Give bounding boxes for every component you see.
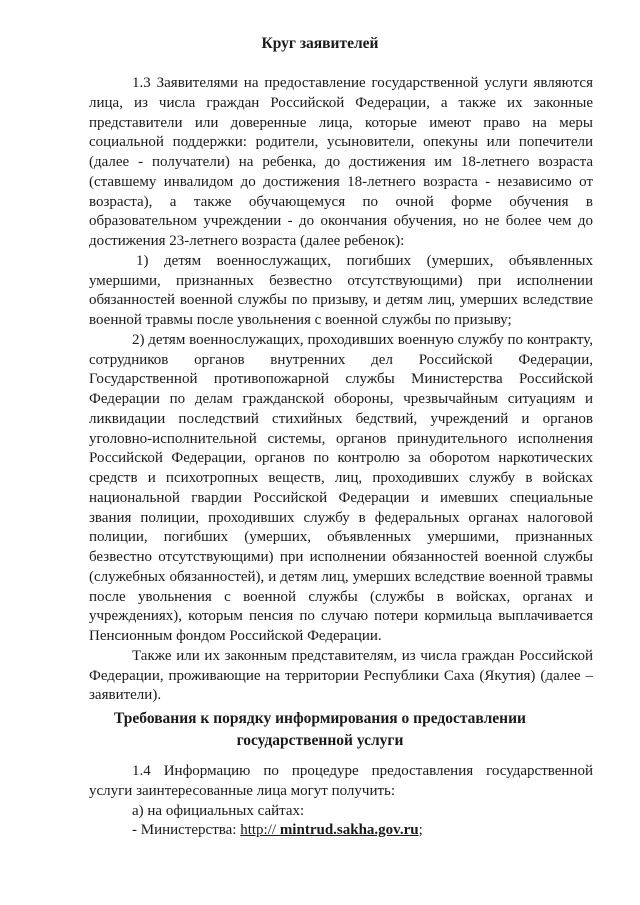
paragraph-1-3: 1.3 Заявителями на предоставление государственной услуги являются лица, из числа граждан Российской Федерации, а также их законные представители или доверенные лица, которые имеют право на меры социальной поддержки: родители, усыновители, опекуны или попечители (далее - получатели) на ребенка, до достижения им 18-летнего возраста (ставшему инвалидом до достижения 18-летнего возраста - независимо от возраста), а также обучающемуся по очной форме обучения в образовательном учреждении - до окончания обучения, но не более чем до достижения 23-летнего возраста (далее ребенок):	[89, 75, 593, 249]
ministry-suffix: ;	[418, 822, 423, 839]
ministry-prefix: - Министерства:	[132, 822, 241, 839]
section-body-informing	[89, 762, 593, 841]
ministry-website-link[interactable]	[240, 822, 418, 838]
link-protocol: http://	[240, 822, 277, 839]
heading-line-1: Требования к порядку информирования о предоставлении	[114, 710, 526, 727]
paragraph-1-4: 1.4 Информацию по процедуре предоставления государственной услуги заинтересованные лица могут получить:	[89, 763, 593, 799]
paragraph-item-a: а) на официальных сайтах:	[132, 802, 305, 819]
section-heading-informing	[0, 708, 640, 752]
section-body-applicants	[89, 74, 593, 706]
section-heading-applicants: Круг заявителей	[261, 35, 379, 52]
paragraph-item-2: 2) детям военнослужащих, проходивших военную службу по контракту, сотрудников органов внутренних дел Российской Федерации, Государственной противопожарной службы Министерства Российской Федерации по делам гражданской обороны, чрезвычайным ситуациям и ликвидации последствий стихийных бедствий, учреждений и органов уголовно-исполнительной системы, органов принудительного исполнения Российской Федерации, органов по контролю за оборотом наркотических средств и психотропных веществ, лиц, проходивших службу в войсках национальной гвардии Российской Федерации и имевших специальные звания полиции, проходивших службу в федеральных органах налоговой полиции, погибших (умерших, объявленных умершими, признанных безвестно отсутствующими) при исполнении обязанностей военной службы (служебных обязанностей), и детям лиц, умерших вследствие военной травмы после увольнения с военной службы (службы в войсках, органах и учреждениях), которым пенсия по случаю потери кормильца выплачивается Пенсионным фондом Российской Федерации.	[89, 331, 593, 644]
paragraph-also: Также или их законным представителям, из числа граждан Российской Федерации, проживающие на территории Республики Саха (Якутия) (далее – заявители).	[89, 647, 593, 704]
paragraph-item-1: 1) детям военнослужащих, погибших (умерших, объявленных умершими, признанных безвестно отсутствующими) при исполнении обязанностей военной службы по призыву, и детям лиц, умерших вследствие военной травмы после увольнения с военной службы по призыву;	[89, 252, 593, 328]
link-domain: mintrud.sakha.gov.ru	[276, 822, 419, 839]
paragraph-ministry	[89, 821, 593, 841]
heading-line-2: государственной услуги	[236, 732, 404, 749]
